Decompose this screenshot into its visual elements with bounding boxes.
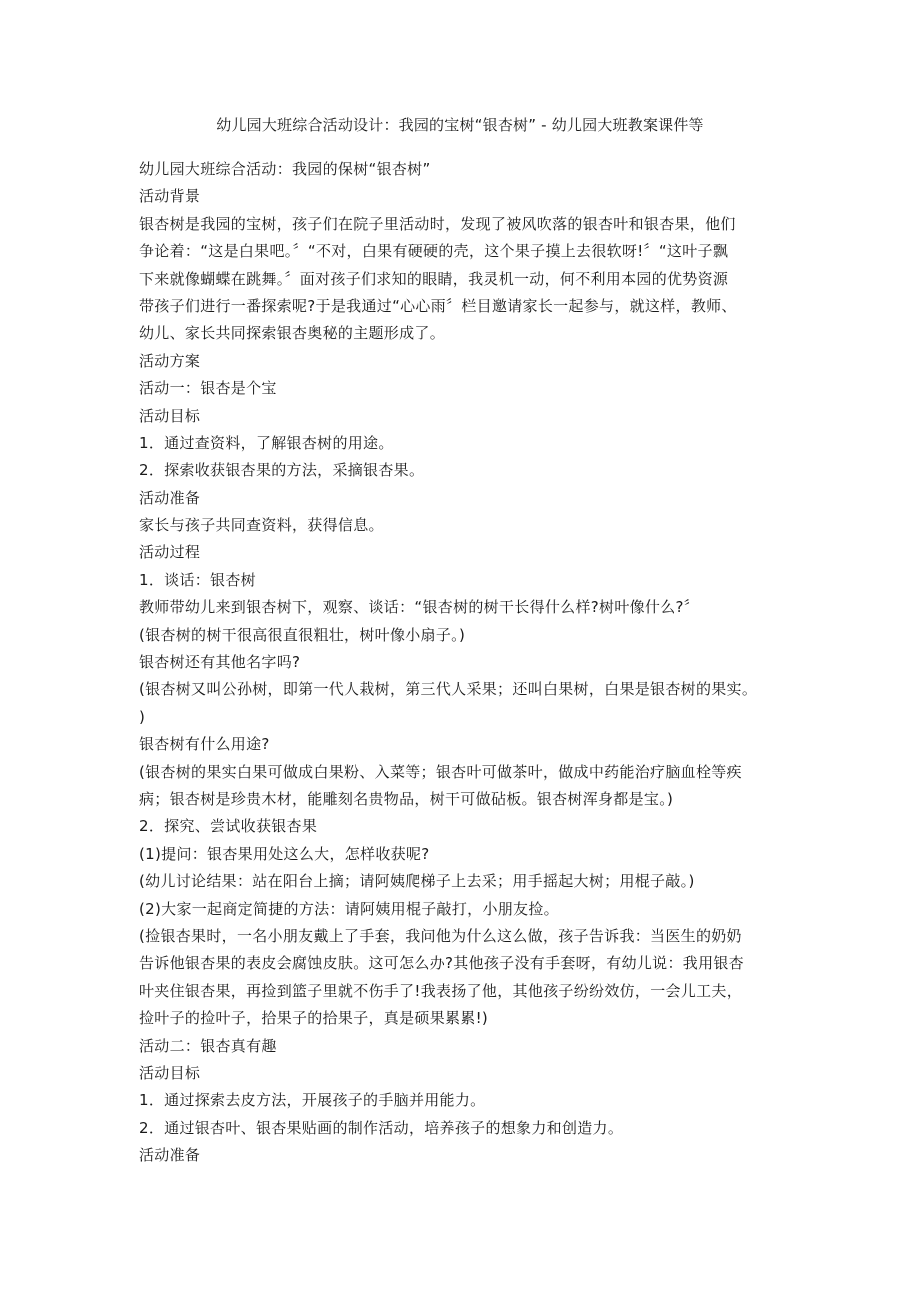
paragraph-line: (银杏树又叫公孙树，即第一代人栽树，第三代人采果；还叫白果树，白果是银杏树的果实。	[139, 680, 758, 699]
section-heading-process: 活动过程	[139, 543, 201, 562]
list-item: 2．通过银杏叶、银杏果贴画的制作活动，培养孩子的想象力和创造力。	[139, 1118, 624, 1137]
paragraph-line: 幼儿、家长共同探索银杏奥秘的主题形成了。	[139, 324, 446, 343]
document-title: 幼儿园大班综合活动设计：我园的宝树“银杏树” - 幼儿园大班教案课件等	[216, 116, 704, 134]
paragraph-line: 捡叶子的捡叶子，拾果子的拾果子，真是硕果累累!)	[139, 1009, 489, 1028]
list-item: 1．谈话：银杏树	[139, 570, 256, 589]
section-heading-prep: 活动准备	[139, 1146, 201, 1165]
list-item: 2．探索收获银杏果的方法，采摘银杏果。	[139, 461, 425, 480]
section-heading-prep: 活动准备	[139, 488, 201, 507]
list-item: 1．通过查资料，了解银杏树的用途。	[139, 433, 394, 452]
paragraph-line: 告诉他银杏果的表皮会腐蚀皮肤。这可怎么办?其他孩子没有手套呀，有幼儿说：我用银杏	[139, 954, 744, 973]
paragraph-line: 下来就像蝴蝶在跳舞。〞面对孩子们求知的眼睛，我灵机一动，何不利用本园的优势资源	[139, 269, 729, 288]
paragraph-line: (幼儿讨论结果：站在阳台上摘；请阿姨爬梯子上去采；用手摇起大树；用棍子敲。)	[139, 872, 695, 891]
subtitle: 幼儿园大班综合活动：我园的保树“银杏树”	[139, 160, 431, 178]
paragraph-line: 带孩子们进行一番探索呢?于是我通过“心心雨〞栏目邀请家长一起参与，就这样，教师、	[139, 296, 737, 315]
paragraph-line: (2)大家一起商定简捷的方法：请阿姨用棍子敲打，小朋友捡。	[139, 899, 559, 918]
paragraph-line: (银杏树的树干很高很直很粗壮，树叶像小扇子。)	[139, 625, 466, 644]
section-heading-goals: 活动目标	[139, 1063, 201, 1082]
section-heading-background: 活动背景	[139, 187, 201, 206]
list-item: 1．通过探索去皮方法，开展孩子的手脑并用能力。	[139, 1091, 486, 1110]
paragraph-line: 银杏树是我园的宝树，孩子们在院子里活动时，发现了被风吹落的银杏叶和银杏果，他们	[139, 214, 736, 233]
paragraph-line: 争论着：“这是白果吧。〞“不对，白果有硬硬的壳，这个果子摸上去很软呀!〞“这叶子飘	[139, 242, 729, 261]
paragraph-line: (银杏树的果实白果可做成白果粉、入菜等；银杏叶可做茶叶，做成中药能治疗脑血栓等疾	[139, 762, 742, 781]
paragraph-line: 家长与孩子共同查资料，获得信息。	[139, 516, 384, 535]
paragraph-line: )	[139, 707, 146, 726]
section-heading-plan: 活动方案	[139, 351, 201, 370]
list-item: 2．探究、尝试收获银杏果	[139, 817, 318, 836]
activity-heading: 活动二：银杏真有趣	[139, 1036, 277, 1055]
activity-heading: 活动一：银杏是个宝	[139, 379, 277, 398]
section-heading-goals: 活动目标	[139, 406, 201, 425]
paragraph-line: 教师带幼儿来到银杏树下，观察、谈话：“银杏树的树干长得什么样?树叶像什么?〞	[139, 598, 700, 617]
paragraph-line: (1)提问：银杏果用处这么大，怎样收获呢?	[139, 844, 430, 863]
paragraph-line: (捡银杏果时，一名小朋友戴上了手套，我问他为什么这么做，孩子告诉我：当医生的奶奶	[139, 926, 742, 945]
paragraph-line: 病；银杏树是珍贵木材，能雕刻名贵物品，树干可做砧板。银杏树浑身都是宝。)	[139, 789, 674, 808]
paragraph-line: 银杏树还有其他名字吗?	[139, 653, 301, 672]
paragraph-line: 银杏树有什么用途?	[139, 735, 270, 754]
document-body	[139, 156, 789, 1169]
paragraph-line: 叶夹住银杏果，再捡到篮子里就不伤手了!我表扬了他，其他孩子纷纷效仿，一会儿工夫，	[139, 981, 743, 1000]
